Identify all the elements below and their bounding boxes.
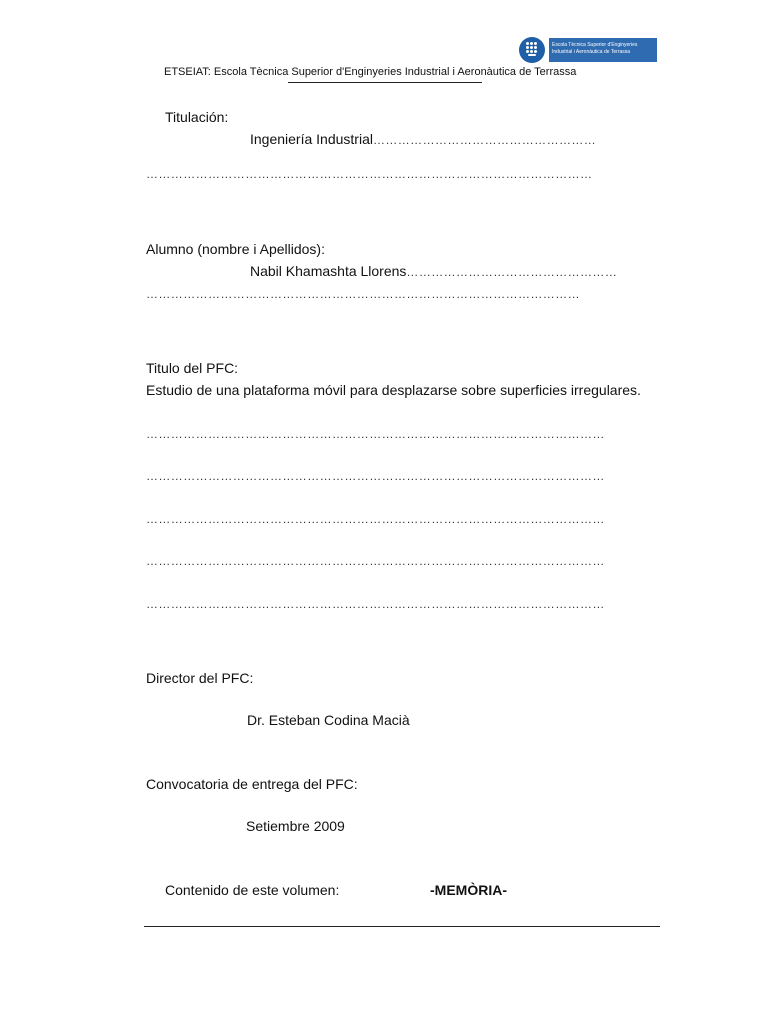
alumno-label: Alumno (nombre i Apellidos): <box>146 241 325 257</box>
alumno-extra-dots: …………………………………………………………………………………………… <box>146 287 580 301</box>
logo-text-box <box>549 38 657 62</box>
upc-logo-icon <box>519 37 545 63</box>
alumno-value <box>250 263 617 281</box>
titulacion-value <box>250 131 596 149</box>
convocatoria-value: Setiembre 2009 <box>246 818 345 834</box>
titulacion-text: Ingeniería Industrial <box>250 131 373 147</box>
logo-text-line-2: Industrial i Aeronàutica de Terrassa <box>552 49 631 55</box>
contenido-label: Contenido de este volumen: <box>165 882 340 898</box>
titulo-dot-line-3: ………………………………………………………………………………………………… <box>146 512 605 526</box>
titulacion-extra-dots: ……………………………………………………………………………………………… <box>146 167 593 181</box>
upc-logo <box>519 37 657 63</box>
titulo-dot-line-5: ………………………………………………………………………………………………… <box>146 597 605 611</box>
titulo-value: Estudio de una plataforma móvil para desplazarse sobre superficies irregulares. <box>146 382 641 398</box>
bottom-rule <box>144 926 660 927</box>
titulo-dot-line-1: ………………………………………………………………………………………………… <box>146 427 605 441</box>
header-underline <box>288 82 482 83</box>
director-label: Director del PFC: <box>146 670 254 686</box>
school-header: ETSEIAT: Escola Tècnica Superior d'Enginyeries Industrial i Aeronàutica de Terrassa <box>164 66 577 78</box>
director-value: Dr. Esteban Codina Macià <box>247 712 410 728</box>
titulo-dot-line-2: ………………………………………………………………………………………………… <box>146 469 605 483</box>
alumno-dots: …………………………………………… <box>406 265 618 279</box>
titulacion-dots: ……………………………………………… <box>372 133 597 147</box>
convocatoria-label: Convocatoria de entrega del PFC: <box>146 776 358 792</box>
titulacion-label: Titulación: <box>165 109 229 125</box>
titulo-dot-line-4: ………………………………………………………………………………………………… <box>146 554 605 568</box>
logo-text-line-1: Escola Tècnica Superior d'Enginyeries <box>552 42 638 48</box>
titulo-label: Titulo del PFC: <box>146 360 239 376</box>
contenido-value: -MEMÒRIA- <box>430 882 507 898</box>
alumno-text: Nabil Khamashta Llorens <box>250 263 407 279</box>
